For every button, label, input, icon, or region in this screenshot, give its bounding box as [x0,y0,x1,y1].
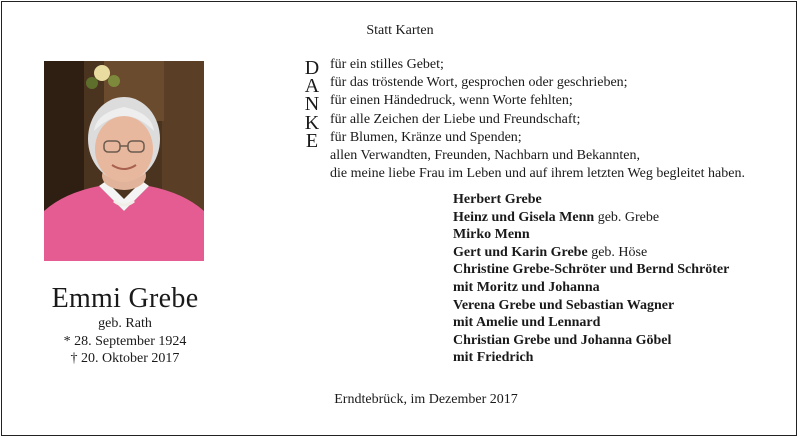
signatory-name: Christian Grebe und Johanna Göbel [453,332,672,348]
signatory-name: Christine Grebe-Schröter und Bernd Schröter [453,262,730,278]
signatory-line [453,314,729,332]
danke-letter: N [304,93,320,116]
danke-letter: D [304,57,320,79]
portrait-illustration [44,61,204,261]
birth-date: * 28. September 1924 [63,334,187,349]
born-name: geb. Rath [98,316,152,331]
signatory-line [453,332,729,350]
signatory-name: Gert und Karin Grebe [453,244,588,260]
signatory-name: Mirko Menn [453,227,530,243]
signatory-line [453,226,729,244]
signatory-line [453,261,729,279]
signatory-name: mit Friedrich [453,350,534,366]
signatory-name: Heinz und Gisela Menn [453,209,595,225]
signatory-name: Verena Grebe und Sebastian Wagner [453,297,675,313]
thanks-line: allen Verwandten, Freunden, Nachbarn und Bekannten, [330,148,640,164]
signatory-line [453,279,729,297]
signatory-note: geb. Höse [591,244,648,260]
danke-letter: A [304,75,320,98]
signatory-line [453,209,729,227]
signatory-name: mit Amelie und Lennard [453,315,601,331]
signatories-list [453,191,729,367]
thanks-line: für Blumen, Kränze und Spenden; [330,129,522,145]
thanks-text [330,56,745,183]
thanks-line: für einen Händedruck, wenn Worte fehlten; [330,93,573,109]
deceased-name: Emmi Grebe [51,283,199,314]
signatory-note: geb. Grebe [597,209,660,225]
signatory-name: mit Moritz und Johanna [453,279,600,295]
portrait-photo [44,61,204,261]
thanks-line: für alle Zeichen der Liebe und Freundschaft; [330,111,581,127]
signatory-line [453,349,729,367]
thanks-line: für ein stilles Gebet; [330,57,444,72]
signatory-line [453,244,729,262]
place-and-date: Erndtebrück, im Dezember 2017 [334,392,518,407]
death-date: † 20. Oktober 2017 [70,351,180,366]
thanks-line: die meine liebe Frau im Leben und auf ihrem letzten Weg begleitet haben. [330,166,745,182]
danke-letter: E [305,129,319,152]
danke-vertical-word [300,59,324,150]
danke-letter: K [304,111,320,134]
thanks-line: für das tröstende Wort, gesprochen oder geschrieben; [330,75,628,91]
signatory-line [453,191,729,209]
signatory-line [453,297,729,315]
signatory-name: Herbert Grebe [453,192,542,207]
header-statt-karten: Statt Karten [366,23,434,38]
